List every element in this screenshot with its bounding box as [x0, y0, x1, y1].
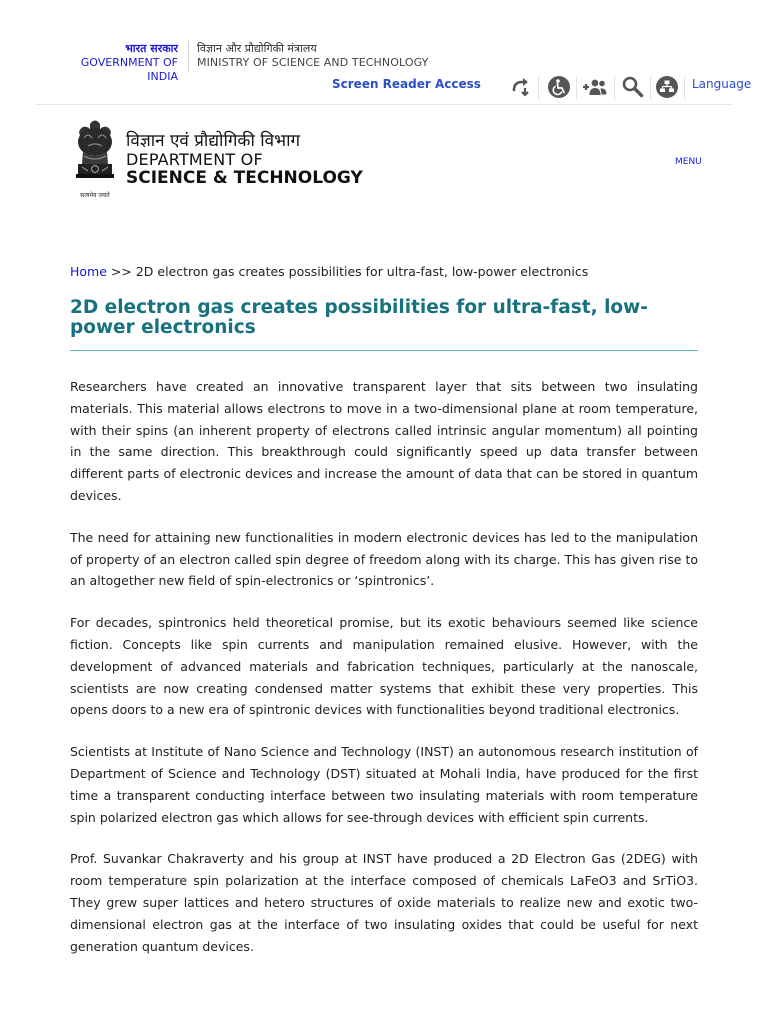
gov-hindi-text: भारत सरकार: [125, 42, 178, 55]
accessibility-icon[interactable]: [546, 74, 572, 100]
article-title: 2D electron gas creates possibilities for ultra-fast, low-power electronics: [70, 297, 648, 338]
search-icon[interactable]: [620, 74, 646, 100]
article-paragraph: Researchers have created an innovative transparent layer that sits between two insulating materials. This material allows electrons to move in a two-dimensional plane at room temperature, with their spins (an inherent property of electrons called intrinsic angular momentum) all pointing in the same direction. This breakthrough could significantly speed up data transfer between different parts of electronic devices and increase the amount of data that can be stored in quantum devices.: [70, 379, 698, 503]
article-paragraph: For decades, spintronics held theoretical promise, but its exotic behaviours seemed like science fiction. Concepts like spin currents and manipulation remained elusive. However, with the development of advanced materials and fabrication techniques, particularly at the nanoscale, scientists are now creating condensed matter systems that exhibit these very properties. This opens doors to a new era of spintronic devices with functionalities beyond traditional electronics.: [70, 615, 698, 718]
ministry-label[interactable]: [197, 42, 428, 70]
screen-reader-access-link[interactable]: Screen Reader Access: [332, 77, 481, 91]
language-selector[interactable]: Language: [692, 77, 752, 91]
article-paragraph: Scientists at Institute of Nano Science and Technology (INST) an autonomous research institution of Department of Science and Technology (DST) situated at Mohali India, have produced for the first time a transparent conducting interface between two insulating materials with room temperature spin polarized electron gas which allows for see-through devices with efficient spin currents.: [70, 744, 698, 825]
ministry-english-text: MINISTRY OF SCIENCE AND TECHNOLOGY: [197, 56, 429, 69]
breadcrumb-home-link[interactable]: Home: [70, 264, 107, 279]
department-hindi-name: विज्ञान एवं प्रौद्योगिकी विभाग: [126, 131, 301, 151]
sitemap-icon[interactable]: [654, 74, 680, 100]
menu-button[interactable]: MENU: [675, 157, 702, 167]
title-divider: [70, 350, 698, 351]
toolbar-separator: [576, 76, 577, 100]
breadcrumb: [70, 264, 588, 279]
article-paragraph: Prof. Suvankar Chakraverty and his group at INST have produced a 2D Electron Gas (2DEG) with room temperature spin polarization at the interface composed of chemicals LaFeO3 and SrTiO3. They grew super lattices and hetero structures of oxide materials to realize new and exotic two-dimensional electron gas at the interface of two insulating oxides that could be useful for next generation quantum devices.: [70, 851, 698, 954]
skip-to-content-icon[interactable]: [508, 74, 534, 100]
toolbar-separator: [538, 76, 539, 100]
national-emblem-logo[interactable]: [70, 118, 120, 202]
gov-divider: [188, 40, 189, 72]
article-paragraph: The need for attaining new functionalities in modern electronic devices has led to the manipulation of property of an electron called spin degree of freedom along with its charge. This has given rise to an altogether new field of spin-electronics or ‘spintronics’.: [70, 529, 698, 589]
article-body: [70, 376, 698, 977]
department-name-line1: DEPARTMENT OF: [126, 150, 263, 169]
sitemap-user-icon[interactable]: [582, 74, 608, 100]
toolbar-separator: [684, 76, 685, 100]
breadcrumb-current: 2D electron gas creates possibilities for ultra-fast, low-power electronics: [135, 264, 589, 279]
toolbar-separator: [614, 76, 615, 100]
accessibility-toolbar: [332, 74, 752, 102]
department-name-line2: SCIENCE & TECHNOLOGY: [126, 168, 363, 188]
breadcrumb-separator: >>: [106, 264, 136, 279]
emblem-motto-text: सत्यमेव जयते: [80, 192, 110, 199]
ministry-hindi-text: विज्ञान और प्रौद्योगिकी मंत्रालय: [197, 42, 317, 55]
gov-english-text: GOVERNMENT OF INDIA: [80, 56, 178, 83]
government-bar: [36, 40, 752, 105]
toolbar-separator: [650, 76, 651, 100]
government-of-india-label[interactable]: [48, 42, 178, 84]
